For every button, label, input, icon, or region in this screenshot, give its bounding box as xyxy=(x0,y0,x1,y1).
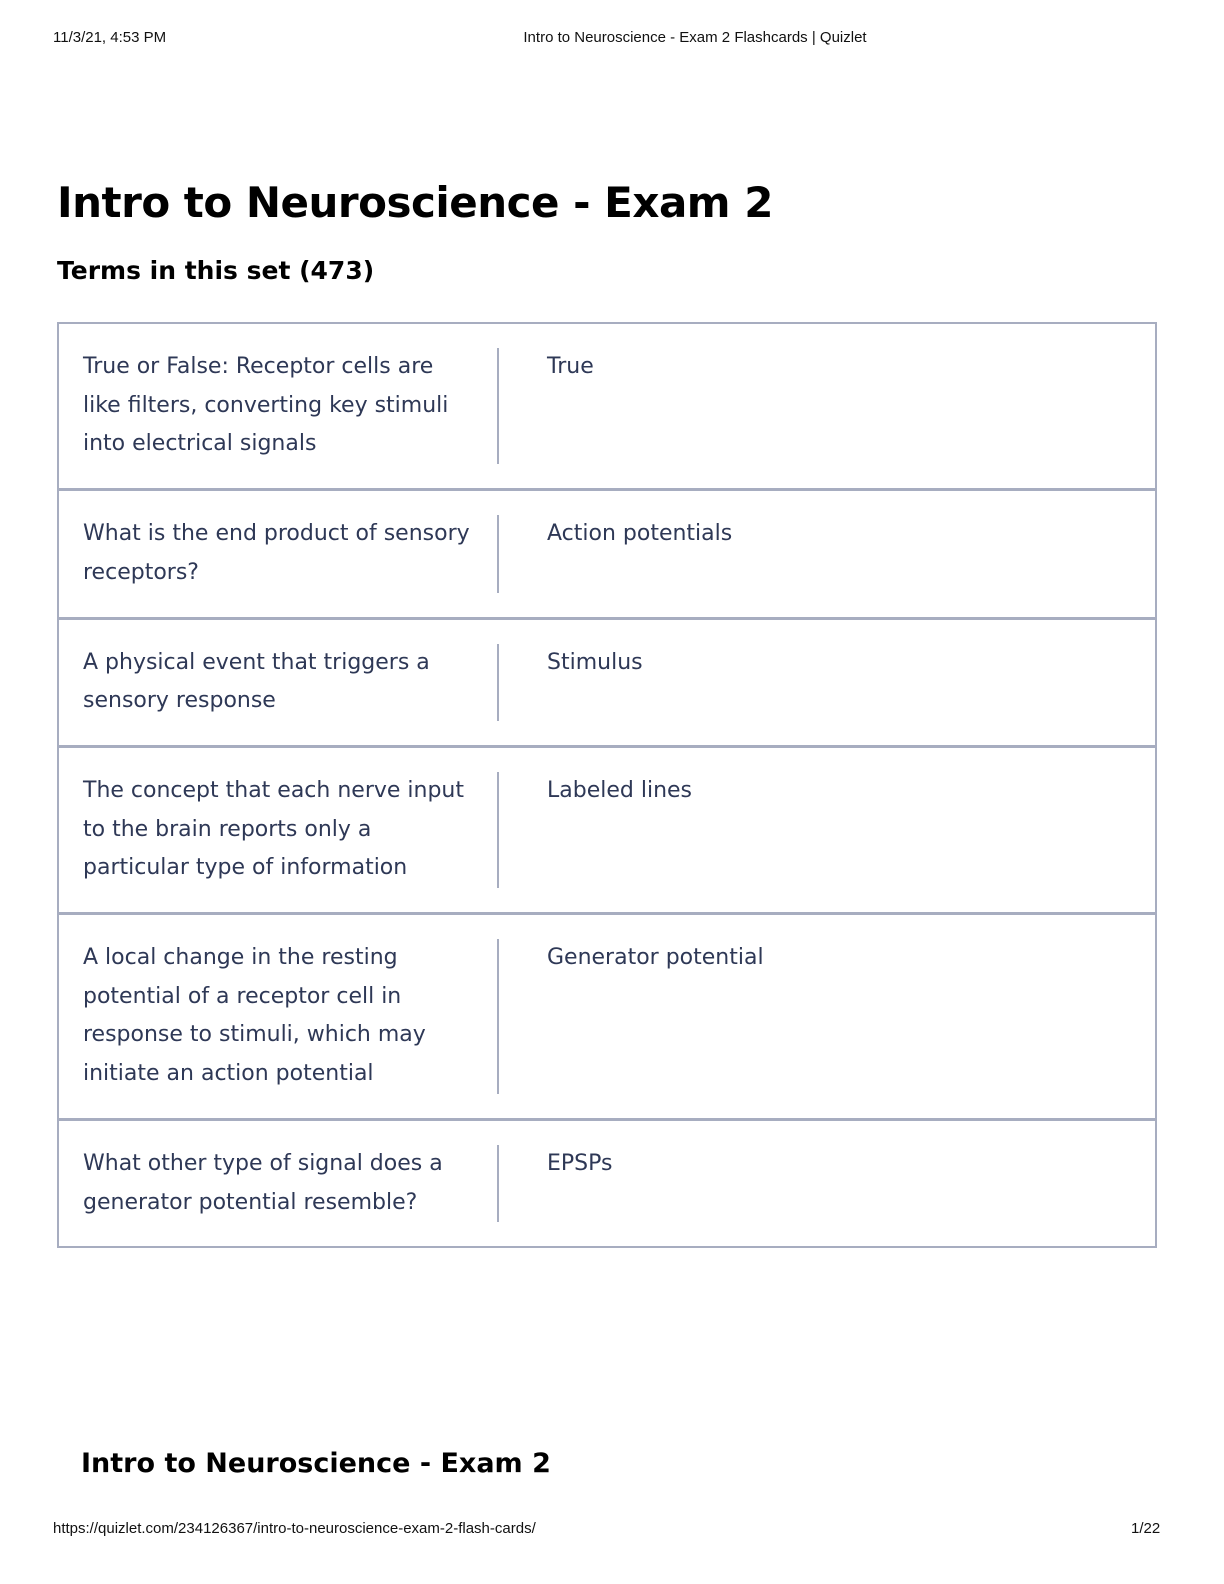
footer-set-title: Intro to Neuroscience - Exam 2 xyxy=(81,1448,551,1479)
card-term: True or False: Receptor cells are like filters, converting key stimuli into electrical signals xyxy=(83,348,499,464)
card-term: A physical event that triggers a sensory response xyxy=(83,644,499,721)
flashcard-row xyxy=(57,322,1157,490)
flashcard-list xyxy=(57,322,1157,1246)
set-title: Intro to Neuroscience - Exam 2 xyxy=(57,178,773,227)
card-definition: EPSPs xyxy=(547,1150,613,1176)
card-definition: True xyxy=(547,354,594,379)
print-header xyxy=(0,29,1224,49)
page-url-link[interactable]: https://quizlet.com/234126367/intro-to-neuroscience-exam-2-flash-cards/ xyxy=(53,1520,536,1537)
print-page-title: Intro to Neuroscience - Exam 2 Flashcards | Quizlet xyxy=(523,29,867,46)
flashcard-row xyxy=(57,912,1157,1120)
flashcard-row xyxy=(57,1118,1157,1248)
card-definition: Stimulus xyxy=(547,649,643,675)
card-definition: Action potentials xyxy=(547,521,733,547)
flashcard-row xyxy=(57,745,1157,914)
card-term: A local change in the resting potential of a receptor cell in response to stimuli, which may initiate an action potential xyxy=(83,939,499,1094)
flashcard-row xyxy=(57,488,1157,618)
print-datetime: 11/3/21, 4:53 PM xyxy=(53,29,167,46)
card-term: What other type of signal does a generator potential resemble? xyxy=(83,1145,499,1222)
page-number: 1/22 xyxy=(1131,1520,1161,1537)
card-term: What is the end product of sensory receptors? xyxy=(83,515,499,592)
card-definition: Generator potential xyxy=(547,945,764,971)
card-term: The concept that each nerve input to the brain reports only a particular type of information xyxy=(83,772,499,888)
card-definition: Labeled lines xyxy=(547,777,693,803)
terms-count-heading: Terms in this set (473) xyxy=(57,256,375,285)
flashcard-row xyxy=(57,617,1157,747)
